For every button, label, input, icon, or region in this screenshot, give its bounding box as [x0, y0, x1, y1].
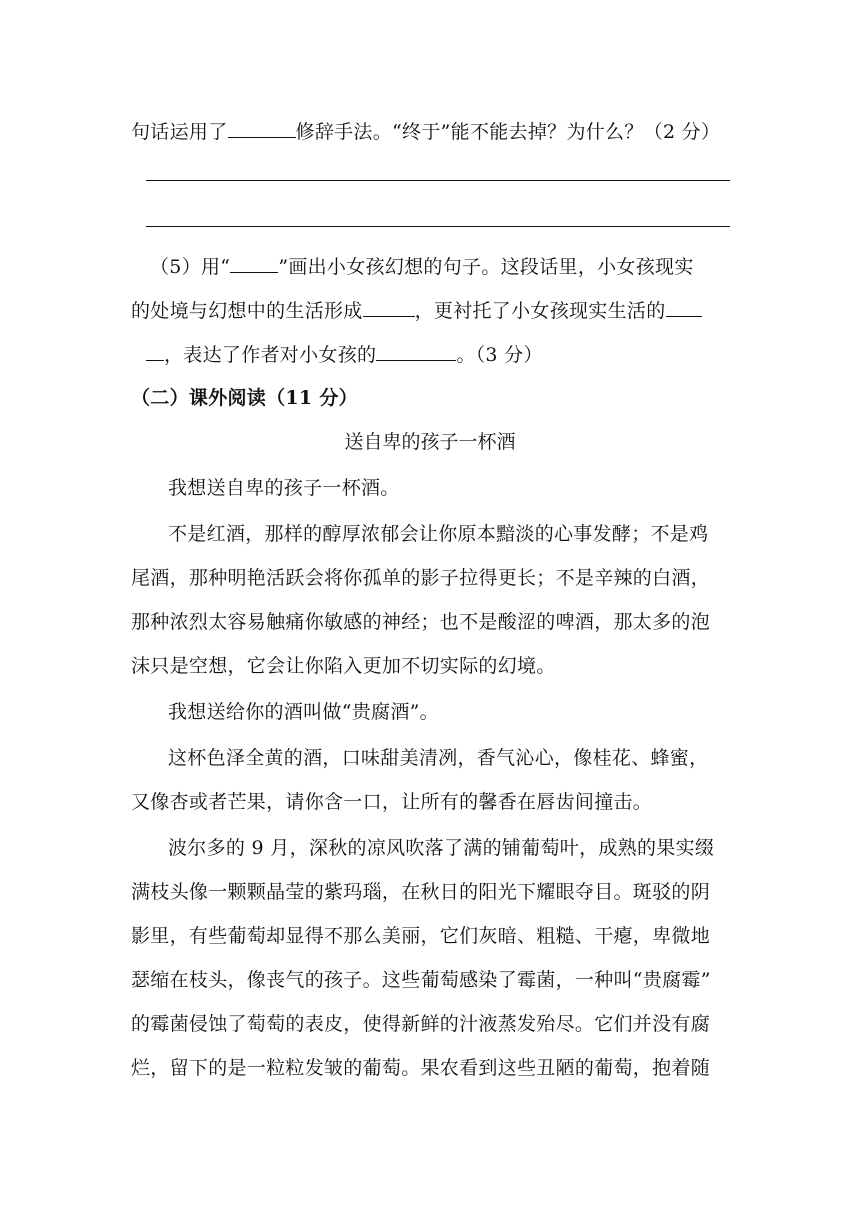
answer-line-1[interactable]: [146, 180, 730, 181]
q5-text-3: 的处境与幻想中的生活形成: [131, 300, 363, 322]
paragraph-5-line-1: 波尔多的 9 月，深秋的凉风吹落了满的铺葡萄叶，成熟的果实缀: [168, 837, 715, 859]
paragraph-5-line-6: 烂，留下的是一粒粒发皱的葡萄。果农看到这些丑陋的葡萄，抱着随: [131, 1057, 711, 1079]
answer-blank[interactable]: [666, 296, 702, 317]
paragraph-5-line-4: 瑟缩在枝头，像丧气的孩子。这些葡萄感染了霉菌，一种叫“贵腐霉”: [131, 969, 711, 991]
question-5-line-3: [146, 340, 746, 367]
answer-blank[interactable]: [228, 117, 296, 138]
q4-text-2: 修辞手法。“终于”能不能去掉？为什么？（2 分）: [295, 121, 721, 143]
paragraph-1: 我想送自卑的孩子一杯酒。: [168, 477, 400, 499]
q5-text-6: 。（3 分）: [456, 344, 543, 366]
paragraph-2-line-4: 沫只是空想，它会让你陷入更加不切实际的幻境。: [131, 655, 556, 677]
paragraph-5-line-5: 的霉菌侵蚀了萄萄的表皮，使得新鲜的汁液蒸发殆尽。它们并没有腐: [131, 1013, 711, 1035]
q5-text-4: ，更衬托了小女孩现实生活的: [414, 300, 666, 322]
answer-line-2[interactable]: [146, 226, 730, 227]
paragraph-2-line-1: 不是红酒，那样的醇厚浓郁会让你原本黯淡的心事发酵；不是鸡: [168, 523, 709, 545]
answer-blank[interactable]: [146, 340, 164, 361]
answer-blank[interactable]: [376, 340, 456, 361]
answer-blank[interactable]: [230, 252, 278, 273]
answer-blank[interactable]: [363, 296, 415, 317]
question-5-line-1: [150, 252, 713, 279]
q5-text-1: （5）用“: [150, 256, 231, 278]
passage-title: 送自卑的孩子一杯酒: [344, 431, 516, 453]
paragraph-5-line-2: 满枝头像一颗颗晶莹的紫玛瑙，在秋日的阳光下耀眼夺目。斑驳的阴: [131, 881, 711, 903]
paragraph-3: 我想送给你的酒叫做“贵腐酒”。: [168, 701, 439, 723]
paragraph-5-line-3: 影里，有些葡萄却显得不那么美丽，它们灰暗、粗糙、干瘪，卑微地: [131, 925, 711, 947]
question-5-line-2: [131, 296, 731, 323]
paragraph-2-line-2: 尾酒，那种明艳活跃会将你孤单的影子拉得更长；不是辛辣的白酒，: [131, 567, 711, 589]
q5-text-2: ”画出小女孩幻想的句子。这段话里，小女孩现实: [278, 256, 694, 278]
paragraph-4-line-1: 这杯色泽全黄的酒，口味甜美清冽，香气沁心，像桂花、蜂蜜，: [168, 747, 709, 769]
question-4-tail: [131, 117, 731, 144]
q5-text-5: ，表达了作者对小女孩的: [164, 344, 377, 366]
section-heading: （二）课外阅读（11 分）: [131, 387, 358, 409]
paragraph-2-line-3: 那种浓烈太容易触痛你敏感的神经；也不是酸涩的啤酒，那太多的泡: [131, 611, 711, 633]
paragraph-4-line-2: 又像杏或者芒果，请你含一口，让所有的馨香在唇齿间撞击。: [131, 791, 653, 813]
q4-text-1: 句话运用了: [131, 121, 228, 143]
